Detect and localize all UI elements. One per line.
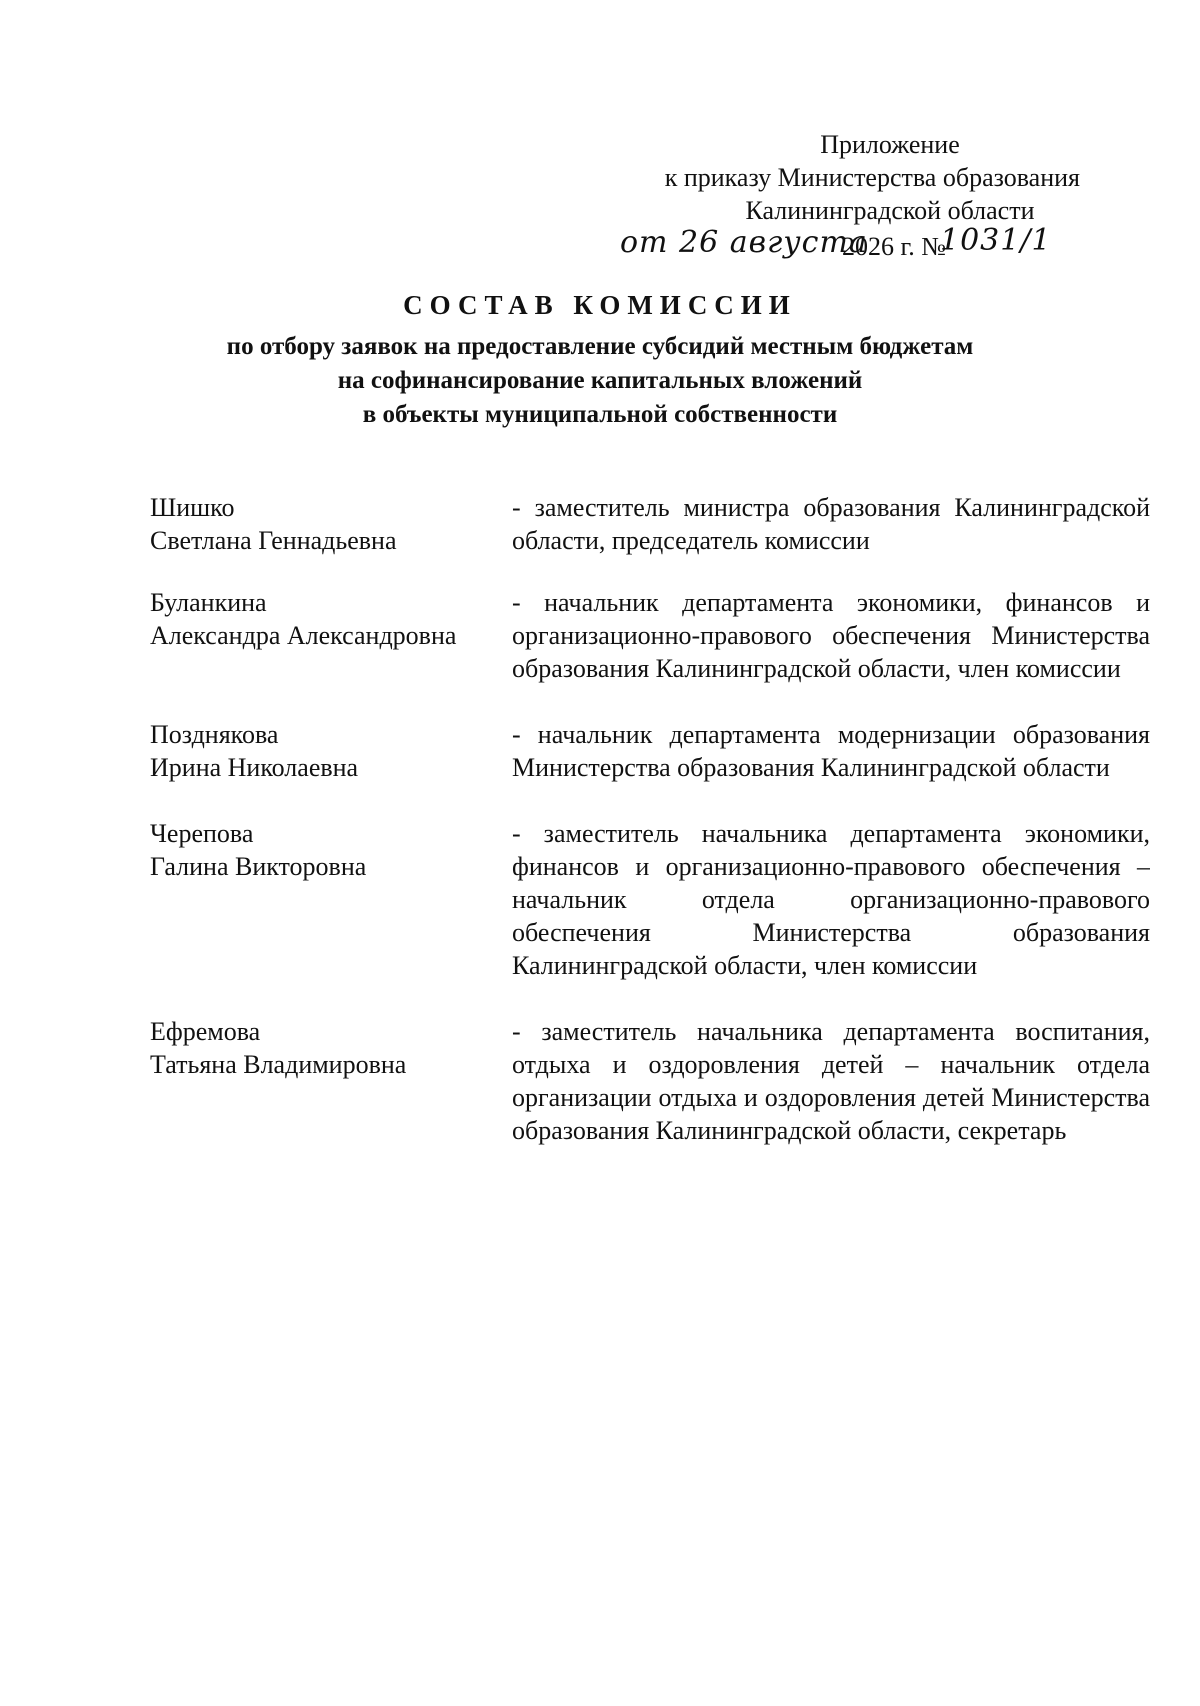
handwritten-date: от 26 августа — [620, 225, 868, 260]
member-name — [150, 718, 510, 784]
member-entry — [150, 491, 1150, 557]
member-entry — [150, 817, 1150, 982]
subtitle-line: в объекты муниципальной собственности — [362, 401, 838, 428]
member-surname: Позднякова — [150, 720, 279, 749]
member-name — [150, 491, 510, 557]
subtitle-line: на софинансирование капитальных вложений — [337, 367, 863, 394]
member-role: - заместитель начальника департамента экономики, финансов и организационно-правового обеспечения – начальник отдела организационно-правового обеспечения Министерства образования Калининградской области, член комиссии — [512, 819, 1150, 980]
member-role: - заместитель начальника департамента воспитания, отдыха и оздоровления детей – начальник отдела организации отдыха и оздоровления детей Министерства образования Калининградской области, секретарь — [512, 1017, 1150, 1145]
member-role: - заместитель министра образования Калининградской области, председатель комиссии — [512, 493, 1150, 555]
appendix-block — [640, 128, 1100, 227]
member-given-names: Александра Александровна — [150, 621, 457, 650]
member-surname: Черепова — [150, 819, 254, 848]
member-given-names: Светлана Геннадьевна — [150, 526, 397, 555]
member-surname: Ефремова — [150, 1017, 261, 1046]
commission-members-list — [150, 491, 1150, 1175]
member-given-names: Ирина Николаевна — [150, 753, 359, 782]
member-entry — [150, 718, 1150, 784]
order-year-number-label: 2026 г. № — [842, 232, 947, 261]
member-name — [150, 1015, 510, 1081]
subtitle-line: по отбору заявок на предоставление субсидий местным бюджетам — [226, 333, 974, 360]
member-name — [150, 586, 510, 652]
handwritten-order-number: 1031/1 — [940, 223, 1052, 258]
member-entry — [150, 586, 1150, 685]
member-entry — [150, 1015, 1150, 1147]
member-surname: Буланкина — [150, 588, 267, 617]
member-surname: Шишко — [150, 493, 235, 522]
member-role: - начальник департамента модернизации образования Министерства образования Калининградской области — [512, 720, 1150, 782]
member-given-names: Галина Викторовна — [150, 852, 367, 881]
member-given-names: Татьяна Владимировна — [150, 1050, 407, 1079]
appendix-region: Калининградской области — [745, 196, 1035, 225]
member-role: - начальник департамента экономики, финансов и организационно-правового обеспечения Министерства образования Калининградской области, член комиссии — [512, 588, 1150, 683]
document-subtitle — [0, 330, 1200, 432]
document-title: СОСТАВ КОМИССИИ — [403, 290, 797, 320]
order-date-line — [620, 225, 1100, 269]
appendix-label: Приложение — [820, 130, 960, 159]
member-name — [150, 817, 510, 883]
appendix-order-ref: к приказу Министерства образования — [664, 163, 1080, 192]
